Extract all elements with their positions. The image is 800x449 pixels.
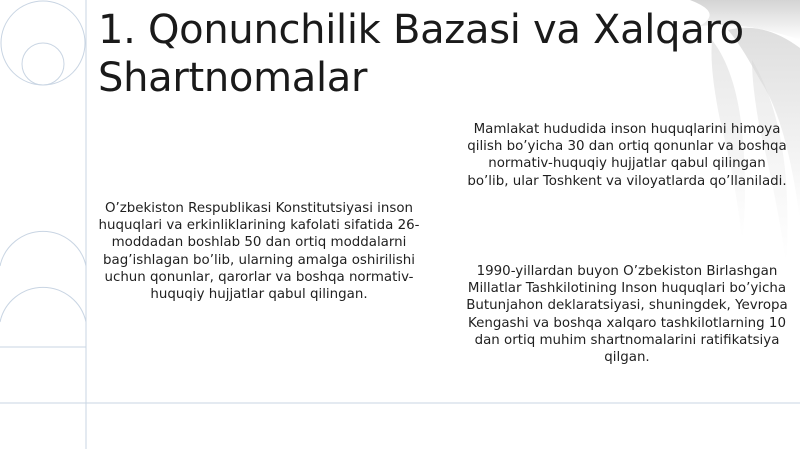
constitution-paragraph: O’zbekiston Respublikasi Konstitutsiyasi inson huquqlari va erkinliklarining kafolati sifatida 26-moddadan boshlab 50 dan ortiq moddalarni bag’ishlagan bo’lib, ularning amalga oshirilishi uchun qonunlar, qarorlar va boshqa normativ-huquqiy hujjatlar qabul qilingan. xyxy=(98,201,420,303)
slide-title: 1. Qonunchilik Bazasi va Xalqaro Shartnomalar xyxy=(98,7,744,101)
international-treaties-paragraph: 1990-yillardan buyon O’zbekiston Birlashgan Millatlar Tashkilotining Inson huquqlari bo’yicha Butunjahon deklaratsiyasi, shuningdek, Yevropa Kengashi va boshqa xalqaro tashkilotlarning 10 dan ortiq muhim shartnomalarini ratifikatsiya qilgan. xyxy=(466,264,788,366)
national-laws-paragraph: Mamlakat hududida inson huquqlarini himoya qilish bo’yicha 30 dan ortiq qonunlar va boshqa normativ-huquqiy hujjatlar qabul qilingan bo’lib, ular Toshkent va viloyatlarda qo’llaniladi. xyxy=(467,122,787,189)
